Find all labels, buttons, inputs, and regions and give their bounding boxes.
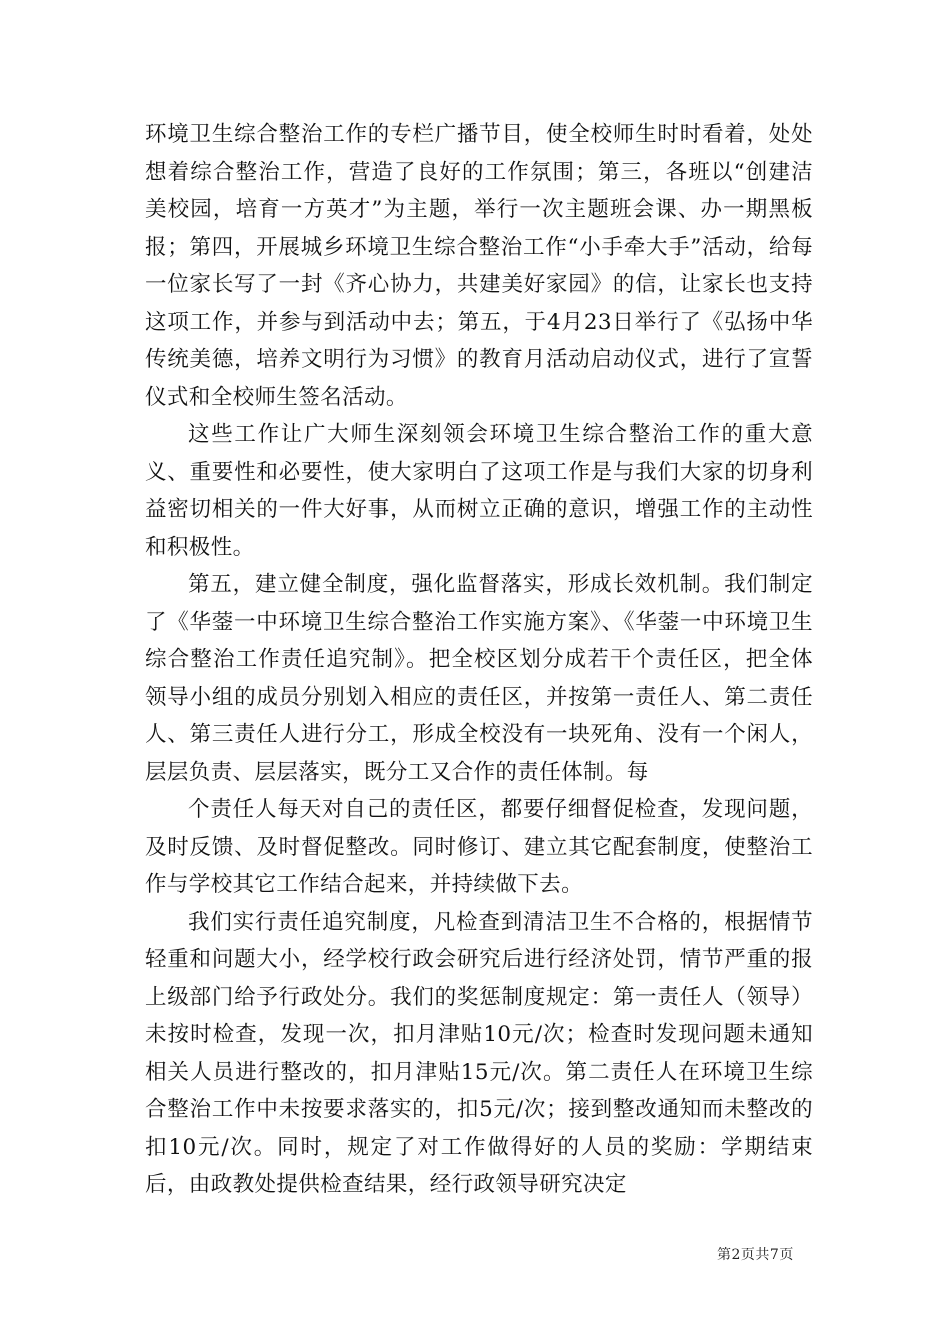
paragraph-accountability: 我们实行责任追究制度，凡检查到清洁卫生不合格的，根据情节轻重和问题大小，经学校行政会研究后进行经济处罚，情节严重的报上级部门给予行政处分。我们的奖惩制度规定：第一责任人（领导）未按时检查，发现一次，扣月津贴10元/次；检查时发现问题未通知相关人员进行整改的，扣月津贴15元/次。第二责任人在环境卫生综合整治工作中未按要求落实的，扣5元/次；接到整改通知而未整改的扣10元/次。同时，规定了对工作做得好的人员的奖励：学期结束后，由政教处提供检查结果，经行政领导研究决定 <box>145 909 813 1197</box>
paragraph-system-building: 第五，建立健全制度，强化监督落实，形成长效机制。我们制定了《华蓥一中环境卫生综合整治工作实施方案》、《华蓥一中环境卫生综合整治工作责任追究制》。把全校区划分成若干个责任区，把全体领导小组的成员分别划入相应的责任区，并按第一责任人、第二责任人、第三责任人进行分工，形成全校没有一块死角、没有一个闲人，层层负责、层层落实，既分工又合作的责任体制。每 <box>145 572 813 785</box>
paragraph-continued: 环境卫生综合整治工作的专栏广播节目，使全校师生时时看着，处处想着综合整治工作，营造了良好的工作氛围；第三，各班以“创建洁美校园，培育一方英才”为主题，举行一次主题班会课、办一期黑板报；第四，开展城乡环境卫生综合整治工作“小手牵大手”活动，给每一位家长写了一封《齐心协力，共建美好家园》的信，让家长也支持这项工作，并参与到活动中去；第五，于4月23日举行了《弘扬中华传统美德，培养文明行为习惯》的教育月活动启动仪式，进行了宣誓仪式和全校师生签名活动。 <box>145 122 813 410</box>
document-page <box>145 116 813 1204</box>
paragraph-significance: 这些工作让广大师生深刻领会环境卫生综合整治工作的重大意义、重要性和必要性，使大家明白了这项工作是与我们大家的切身利益密切相关的一件大好事，从而树立正确的意识，增强工作的主动性和积极性。 <box>145 422 813 560</box>
page-number: 第2页共7页 <box>717 1247 794 1263</box>
paragraph-daily-inspection: 个责任人每天对自己的责任区，都要仔细督促检查，发现问题，及时反馈、及时督促整改。同时修订、建立其它配套制度，使整治工作与学校其它工作结合起来，并持续做下去。 <box>145 797 813 897</box>
